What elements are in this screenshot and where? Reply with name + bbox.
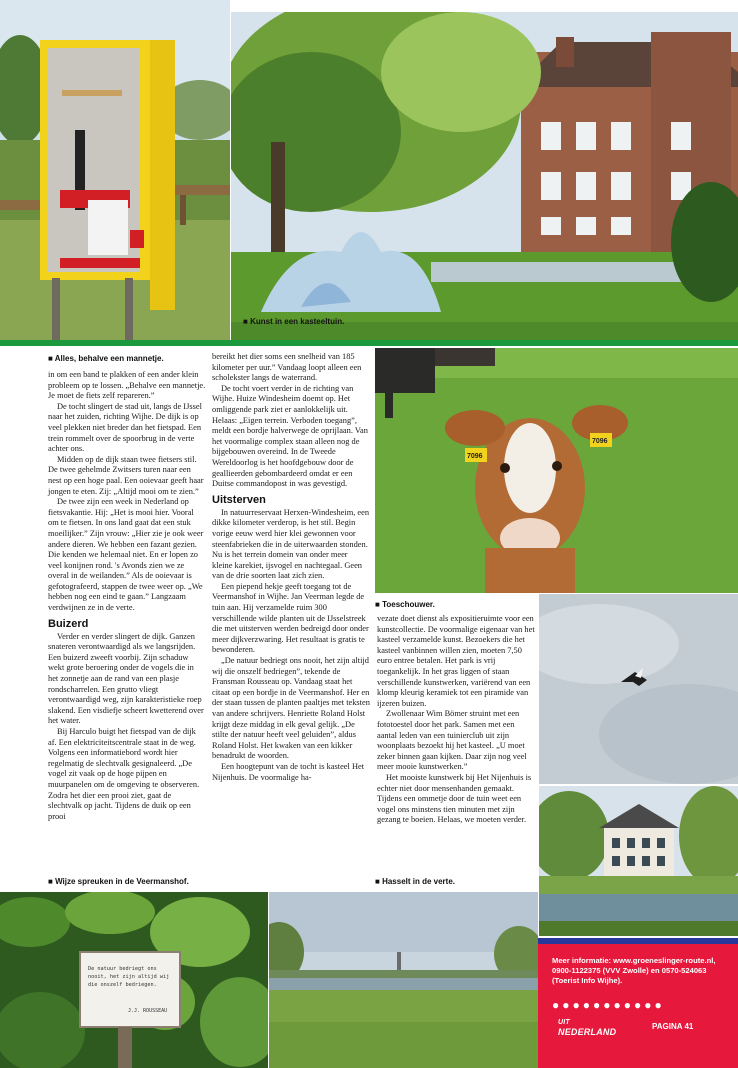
info-box — [538, 938, 738, 1068]
heading-buizerd: Buizerd — [48, 617, 89, 630]
paragraph: De tocht voert verder in de richting van Wijhe. Huize Windesheim doemt op. Het omliggende park ziet er aanlokkelijk uit. Helaas: „Eigen terrein. Verboden toegang”, meldt een bordje halverwege de oprijlaan. Van het voormalige complex staan alleen nog de bijgebouwen overeind. In de Tweede Wereldoorlog is het hoofdgebouw door de geallieerden gebombardeerd omdat er een Duitse commandopost in was gevestigd. — [212, 383, 368, 489]
paragraph: Het mooiste kunstwerk bij Het Nijenhuis is echter niet door mensenhanden gemaakt. Tijdens een ommetje door de tuin weet een vogel ons minstens tien minuten met zijn gezang te boeien. Helaas, we moeten verder. — [377, 772, 532, 825]
photo-castle-garden — [231, 12, 738, 340]
photo-bird-in-sky — [539, 594, 738, 784]
info-box-stripe — [538, 938, 738, 944]
caption-spreuken: ■ Wijze spreuken in de Veermanshof. — [48, 877, 189, 886]
logo-uit: UIT — [558, 1019, 570, 1026]
paragraph: bereikt het dier soms een snelheid van 185 kilometer per uur.” Vandaag loopt alleen een scholekster langs de waterrand. — [212, 352, 362, 383]
photo-hasselt-landscape — [269, 892, 538, 1068]
caption-hasselt: ■ Hasselt in de verte. — [375, 877, 455, 886]
photo-repair-cabinet — [0, 0, 230, 340]
photo-castle-nijenhuis — [539, 786, 738, 936]
paragraph: Verder en verder slingert de dijk. Ganzen snateren verontwaardigd als we langsrijden. Een buizerd zweeft voorbij. Zijn schaduw wekt grote beroering onder de vogels die in het zonnetje aan de rand van een plasje rondscharrelen. Een grutto vliegt verontwaardigd weg, zijn karakteristieke roep slakend. Een visdiefje scheert kwetterend over het water. — [48, 631, 204, 726]
section-divider-bar — [0, 340, 738, 346]
cow-ear-tag: 7096 — [467, 453, 483, 460]
logo-nederland: NEDERLAND — [558, 1027, 617, 1037]
paragraph: „De natuur bedriegt ons nooit, het zijn altijd wij die onszelf bedriegen”, tekende de Fransman Rousseau op. Vandaag staat het citaat op een bordje in de Veermanshof. Her en der staan tussen de planten paaltjes met teksten van andere schrijvers. Henriette Roland Holst krijgt deze middag in elk geval gelijk. „De stilte der natuur heeft veel geluiden”, aldus Roland Holst. Het kwaken van een kikker benadrukt de woorden. — [212, 656, 370, 761]
caption-kasteeltuin: ■ Kunst in een kasteeltuin. — [243, 317, 344, 326]
text-column-1 — [48, 370, 206, 822]
cow-ear-tag: 7096 — [592, 438, 608, 445]
info-text: Meer informatie: www.groeneslinger-route.nl, 0900-1122375 (VVV Zwolle) en 0570-524063 (Toerist Info Wijhe). — [552, 956, 716, 985]
heading-uitsterven: Uitsterven — [212, 493, 266, 506]
paragraph: vezate doet dienst als expositieruimte voor een kunstcollectie. De voormalige eigenaar van het kasteel verzamelde kunst. Bezoekers die het kasteel vanbinnen willen zien, moeten 7,50 euro entree betalen. Het park is vrij toegankelijk. In het gras liggen of staan verschillende kunstwerken, variërend van een klomp kleurig keramiek tot een piramide van ijzeren buizen. — [377, 614, 535, 708]
paragraph: Zwollenaar Wim Bömer struint met een fototoestel door het park. Samen met een aantal leden van een tuinierclub uit zijn woonplaats bezoekt hij het kasteel. „U moet zeker binnen gaan kijken. Daar zijn nog veel meer mooie kunstwerken.” — [377, 709, 527, 772]
caption-toeschouwer: ■ Toeschouwer. — [375, 600, 435, 609]
info-dots: ●●●●●●●●●●● — [552, 998, 665, 1012]
paragraph: De twee zijn een week in Nederland op fietsvakantie. Hij: „Het is mooi hier. Vooral om te fietsen. In ons land gaat dat een stuk moeilijker.” Zijn vrouw: „Hier zie je ook weer andere dieren. We hebben een fazant gezien. Die kenden we helemaal niet. En er lopen zo veel konijnen rond. 's Avonds zien we ze overal in de weilanden.” Als de ooievaar is gefotografeerd, stappen de twee weer op. „We hebben nog een eind te gaan.” Langzaam verdwijnen ze in de verte. — [48, 497, 204, 613]
text-column-2 — [212, 352, 370, 783]
paragraph: De tocht slingert de stad uit, langs de IJssel naar het zuiden, richting Wijhe. De dijk is op veel plekken niet breder dan het fietspad. Een trein rommelt over de spoorbrug in de verte achter ons. — [48, 401, 202, 454]
paragraph: in om een band te plakken of een ander klein probleem op te lossen. „Behalve een mannetje. Je moet de fiets zelf repareren.” — [48, 370, 206, 401]
paragraph: In natuurreservaat Herxen-Windesheim, een dikke kilometer verderop, is het stil. Begin vorige eeuw werd hier klei gewonnen voor steenfabrieken die in de uiterwaarden stonden. Nu is het terrein domein van onder meer kleine karekiet, ijsvogel en nachtegaal. Geen van de drie soorten laat zich zien. — [212, 507, 370, 581]
uit-nederland-logo — [558, 1019, 616, 1037]
caption-mannetje: ■ Alles, behalve een mannetje. — [48, 354, 164, 363]
text-column-3 — [377, 614, 535, 826]
paragraph: Bij Harculo buigt het fietspad van de dijk af. Een elektriciteitscentrale staat in de weg. Volgens een informatiebord wordt hier regelmatig de slechtvalk gesignaleerd. „De vogel zit vaak op de hoge pijpen en muurpanelen om de omgeving te observeren. Zodra het dier een prooi ziet, gaat de slechtvalk op jacht. Tijdens de duik op een prooi — [48, 727, 200, 821]
sign-author: J.J. ROUSSEAU — [128, 1008, 168, 1014]
page-number: PAGINA 41 — [652, 1022, 694, 1031]
sign-quote: De natuur bedriegt ons nooit, het zijn altijd wij die onszelf bedriegen. — [88, 966, 170, 988]
paragraph: Midden op de dijk staan twee fietsers stil. De twee gehelmde Zwitsers turen naar een nest op een hoge paal. Een ooievaar geeft haar jongen te eten. Zij: „Altijd mooi om te zien.” — [48, 454, 204, 496]
paragraph: Een piepend hekje geeft toegang tot de Veermanshof in Wijhe. Jan Veerman legde de tuin aan. Hij verzamelde ruim 300 verschillende wilde planten uit de IJsselstreek die met uitsterven werden bedreigd door onder meer dijkverzwaring. Het resultaat is gratis te bewonderen. — [212, 581, 369, 655]
photo-calf — [375, 348, 738, 593]
paragraph: Een hoogtepunt van de tocht is kasteel Het Nijenhuis. De voormalige ha- — [212, 761, 365, 782]
